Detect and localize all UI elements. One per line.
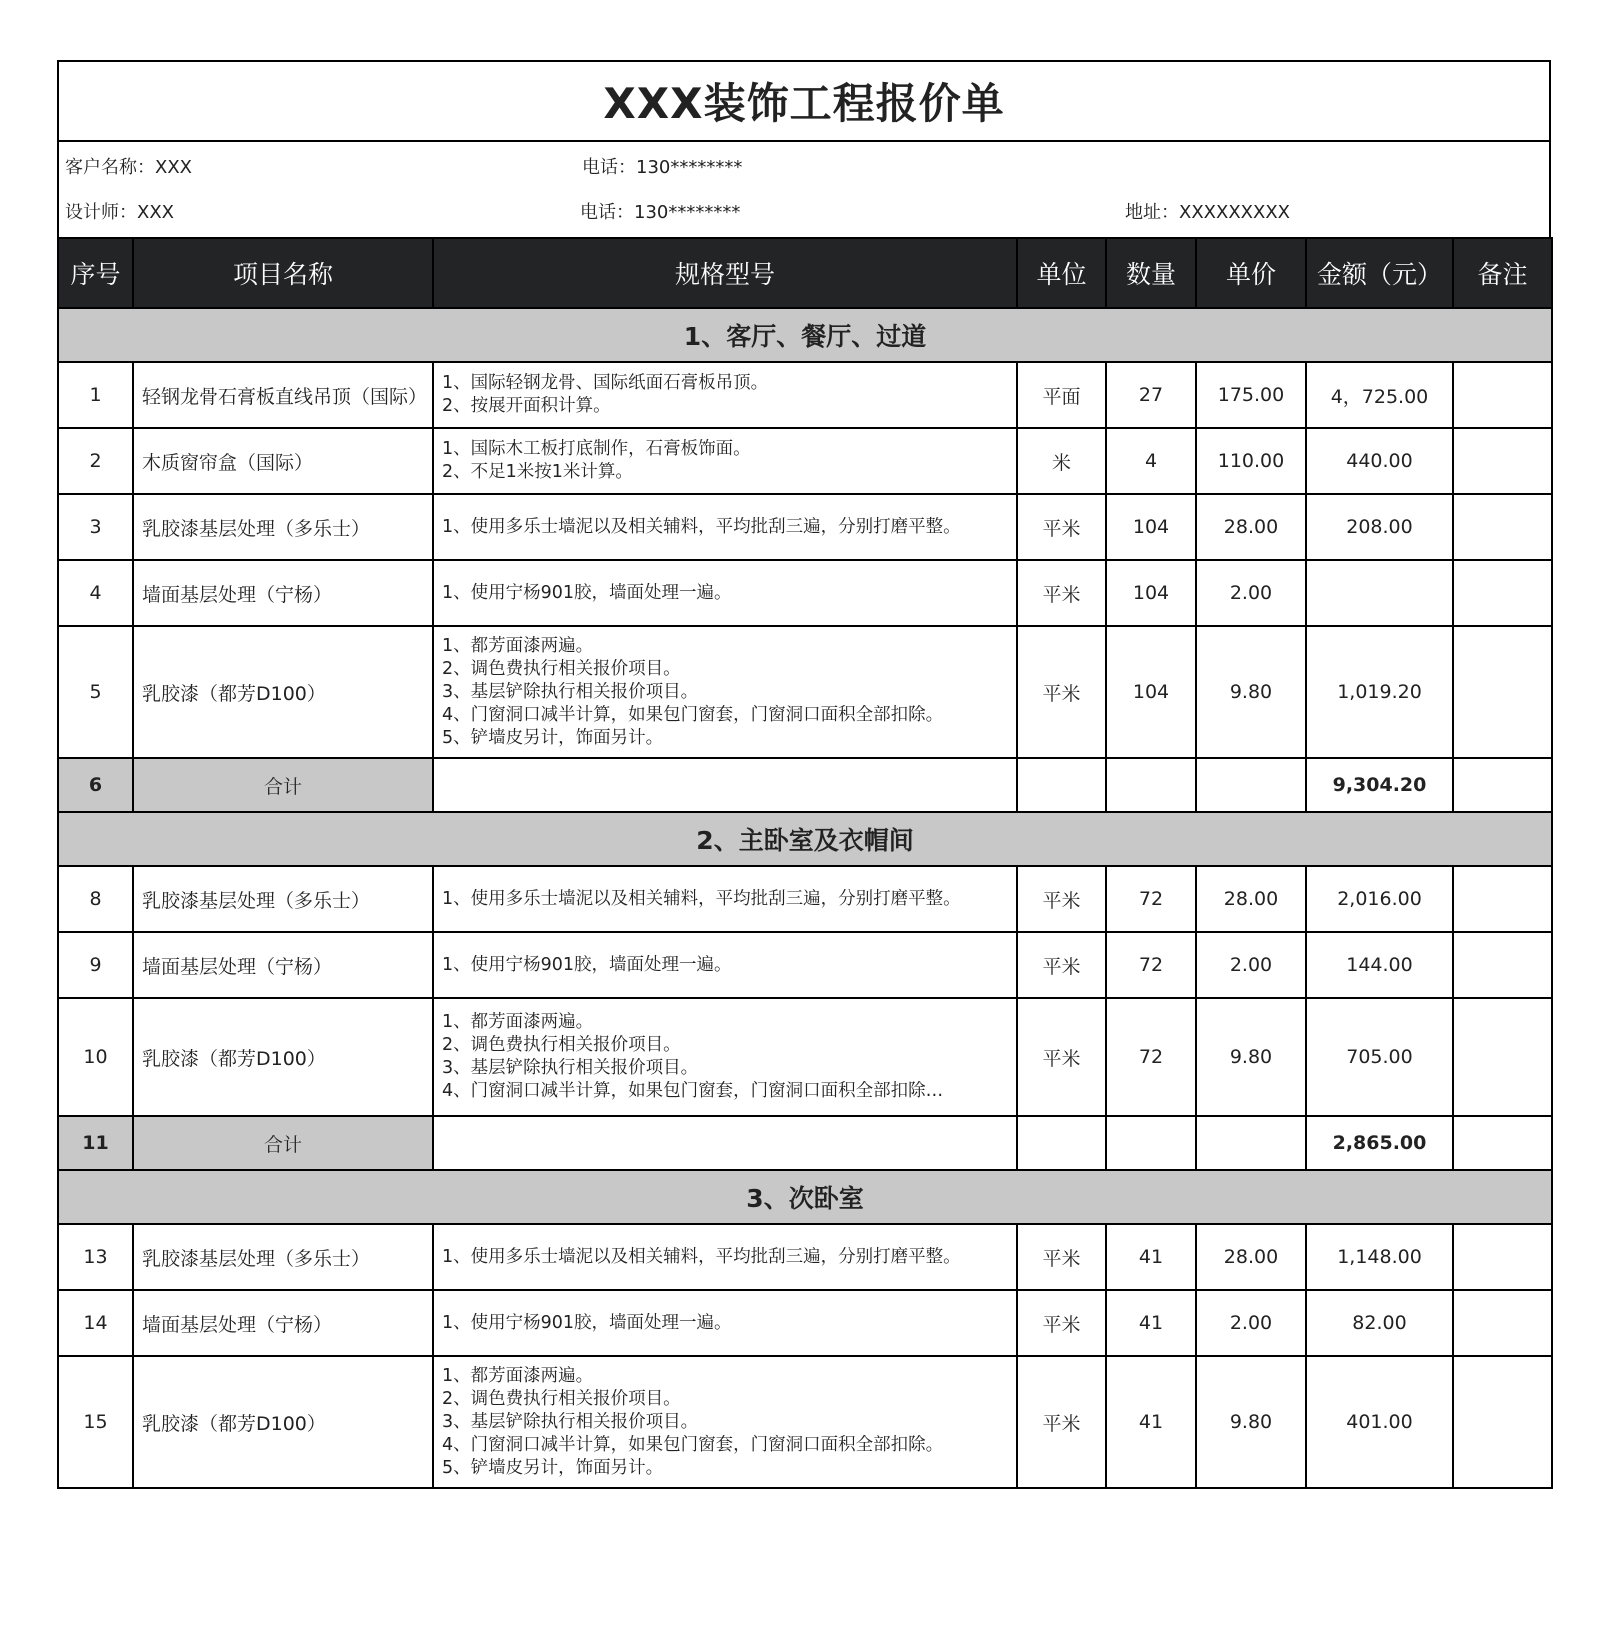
cell-spec [433, 1224, 1017, 1290]
cell-note [1453, 1224, 1552, 1290]
spec-line: 3、基层铲除执行相关报价项目。 [442, 681, 699, 702]
spec-line: 2、调色费执行相关报价项目。 [442, 1388, 681, 1409]
cell-spec [433, 560, 1017, 626]
cell-qty: 41 [1106, 1356, 1196, 1488]
cell-qty: 104 [1106, 494, 1196, 560]
table-row [58, 866, 1552, 932]
header-row [58, 238, 1552, 308]
section-row [58, 1170, 1552, 1224]
cell-no: 5 [58, 626, 133, 758]
cell-spec [433, 1290, 1017, 1356]
spec-line: 1、都芳面漆两遍。 [442, 635, 594, 656]
table-row [58, 428, 1552, 494]
cell-unit: 平米 [1017, 998, 1106, 1116]
cell-amount: 208.00 [1306, 494, 1453, 560]
cell-note [1453, 494, 1552, 560]
cell-price: 9.80 [1196, 626, 1306, 758]
spec-line: 3、基层铲除执行相关报价项目。 [442, 1058, 699, 1078]
cell-spec [433, 998, 1017, 1116]
cell-name: 墙面基层处理（宁杨） [133, 932, 433, 998]
document-title: XXX装饰工程报价单 [57, 60, 1551, 142]
total-unit-empty [1017, 758, 1106, 812]
cell-name: 乳胶漆基层处理（多乐士） [133, 1224, 433, 1290]
cell-no: 4 [58, 560, 133, 626]
cell-no: 14 [58, 1290, 133, 1356]
cell-spec [433, 428, 1017, 494]
cell-amount: 4，725.00 [1306, 362, 1453, 428]
col-header-name: 项目名称 [133, 238, 433, 308]
spec-line: 1、使用多乐士墙泥以及相关辅料，平均批刮三遍，分别打磨平整。 [442, 1246, 961, 1267]
cell-amount: 1,148.00 [1306, 1224, 1453, 1290]
table-row [58, 560, 1552, 626]
quote-table [57, 237, 1553, 1489]
cell-no: 9 [58, 932, 133, 998]
cell-name: 轻钢龙骨石膏板直线吊顶（国际） [133, 362, 433, 428]
cell-qty: 72 [1106, 932, 1196, 998]
total-no: 6 [58, 758, 133, 812]
cell-no: 8 [58, 866, 133, 932]
cell-no: 2 [58, 428, 133, 494]
cell-spec [433, 494, 1017, 560]
spec-line: 1、国际轻钢龙骨、国际纸面石膏板吊顶。 [442, 373, 769, 393]
total-label: 合计 [133, 1116, 433, 1170]
section-row [58, 308, 1552, 362]
spec-line: 1、都芳面漆两遍。 [442, 1365, 594, 1386]
section-title: 1、客厅、餐厅、过道 [58, 308, 1552, 362]
cell-spec [433, 866, 1017, 932]
spec-line: 4、门窗洞口减半计算，如果包门窗套，门窗洞口面积全部扣除。 [442, 1434, 944, 1455]
cell-note [1453, 1290, 1552, 1356]
cell-amount [1306, 560, 1453, 626]
cell-qty: 104 [1106, 560, 1196, 626]
spec-line: 4、门窗洞口减半计算，如果包门窗套，门窗洞口面积全部扣除。 [442, 704, 944, 725]
cell-qty: 72 [1106, 866, 1196, 932]
cell-amount: 1,019.20 [1306, 626, 1453, 758]
cell-name: 乳胶漆（都芳D100） [133, 998, 433, 1116]
cell-note [1453, 560, 1552, 626]
spec-line: 5、铲墙皮另计，饰面另计。 [442, 727, 664, 748]
cell-qty: 41 [1106, 1290, 1196, 1356]
cell-unit: 平面 [1017, 362, 1106, 428]
cell-name: 墙面基层处理（宁杨） [133, 560, 433, 626]
cell-spec [433, 362, 1017, 428]
table-row [58, 494, 1552, 560]
cell-unit: 平米 [1017, 932, 1106, 998]
spec-line: 1、都芳面漆两遍。 [442, 1012, 594, 1032]
cell-price: 175.00 [1196, 362, 1306, 428]
total-no: 11 [58, 1116, 133, 1170]
spec-line: 2、不足1米按1米计算。 [442, 462, 633, 482]
cell-qty: 27 [1106, 362, 1196, 428]
total-row [58, 1116, 1552, 1170]
cell-no: 15 [58, 1356, 133, 1488]
cell-price: 28.00 [1196, 866, 1306, 932]
customer-phone: 电话：130******** [582, 157, 743, 178]
cell-amount: 401.00 [1306, 1356, 1453, 1488]
table-body [58, 308, 1552, 1488]
cell-unit: 平米 [1017, 494, 1106, 560]
cell-name: 木质窗帘盒（国际） [133, 428, 433, 494]
total-spec-empty [433, 1116, 1017, 1170]
cell-note [1453, 1356, 1552, 1488]
cell-note [1453, 362, 1552, 428]
cell-no: 13 [58, 1224, 133, 1290]
table-row [58, 362, 1552, 428]
table-row [58, 1224, 1552, 1290]
cell-no: 1 [58, 362, 133, 428]
cell-price: 28.00 [1196, 494, 1306, 560]
col-header-no: 序号 [58, 238, 133, 308]
table-row [58, 1290, 1552, 1356]
spec-line: 5、铲墙皮另计，饰面另计。 [442, 1457, 664, 1478]
cell-note [1453, 932, 1552, 998]
cell-amount: 2,016.00 [1306, 866, 1453, 932]
table-row [58, 1356, 1552, 1488]
cell-note [1453, 998, 1552, 1116]
cell-price: 2.00 [1196, 1290, 1306, 1356]
cell-unit: 平米 [1017, 560, 1106, 626]
cell-note [1453, 866, 1552, 932]
cell-unit: 平米 [1017, 1224, 1106, 1290]
col-header-note: 备注 [1453, 238, 1552, 308]
col-header-price: 单价 [1196, 238, 1306, 308]
col-header-unit: 单位 [1017, 238, 1106, 308]
cell-qty: 72 [1106, 998, 1196, 1116]
designer-phone: 电话：130******** [580, 202, 741, 223]
total-note-empty [1453, 1116, 1552, 1170]
cell-note [1453, 428, 1552, 494]
total-amount: 2,865.00 [1306, 1116, 1453, 1170]
table-row [58, 998, 1552, 1116]
cell-amount: 705.00 [1306, 998, 1453, 1116]
cell-note [1453, 626, 1552, 758]
spec-line: 1、使用多乐士墙泥以及相关辅料，平均批刮三遍，分别打磨平整。 [442, 516, 961, 537]
col-header-amount: 金额（元） [1306, 238, 1453, 308]
section-title: 2、主卧室及衣帽间 [58, 812, 1552, 866]
spec-line: 1、国际木工板打底制作，石膏板饰面。 [442, 439, 751, 459]
spec-line: 2、调色费执行相关报价项目。 [442, 1035, 681, 1055]
cell-no: 3 [58, 494, 133, 560]
cell-price: 2.00 [1196, 560, 1306, 626]
cell-price: 2.00 [1196, 932, 1306, 998]
total-amount: 9,304.20 [1306, 758, 1453, 812]
cell-qty: 4 [1106, 428, 1196, 494]
cell-name: 乳胶漆基层处理（多乐士） [133, 866, 433, 932]
designer-name: 设计师：XXX [65, 202, 174, 223]
spec-line: 1、使用宁杨901胶，墙面处理一遍。 [442, 1312, 732, 1333]
cell-spec [433, 1356, 1017, 1488]
total-price-empty [1196, 758, 1306, 812]
cell-amount: 144.00 [1306, 932, 1453, 998]
cell-price: 9.80 [1196, 998, 1306, 1116]
col-header-spec: 规格型号 [433, 238, 1017, 308]
cell-price: 110.00 [1196, 428, 1306, 494]
cell-unit: 平米 [1017, 1356, 1106, 1488]
info-block [57, 142, 1551, 237]
cell-qty: 104 [1106, 626, 1196, 758]
cell-price: 9.80 [1196, 1356, 1306, 1488]
spec-line: 1、使用多乐士墙泥以及相关辅料，平均批刮三遍，分别打磨平整。 [442, 888, 961, 909]
customer-name: 客户名称：XXX [65, 157, 192, 178]
total-row [58, 758, 1552, 812]
total-qty-empty [1106, 758, 1196, 812]
col-header-qty: 数量 [1106, 238, 1196, 308]
cell-spec [433, 932, 1017, 998]
cell-spec [433, 626, 1017, 758]
cell-unit: 米 [1017, 428, 1106, 494]
cell-name: 墙面基层处理（宁杨） [133, 1290, 433, 1356]
cell-unit: 平米 [1017, 1290, 1106, 1356]
cell-amount: 82.00 [1306, 1290, 1453, 1356]
cell-qty: 41 [1106, 1224, 1196, 1290]
total-note-empty [1453, 758, 1552, 812]
cell-unit: 平米 [1017, 626, 1106, 758]
spec-line: 3、基层铲除执行相关报价项目。 [442, 1411, 699, 1432]
spec-line: 2、调色费执行相关报价项目。 [442, 658, 681, 679]
total-label: 合计 [133, 758, 433, 812]
total-spec-empty [433, 758, 1017, 812]
section-row [58, 812, 1552, 866]
total-qty-empty [1106, 1116, 1196, 1170]
total-price-empty [1196, 1116, 1306, 1170]
spec-line: 1、使用宁杨901胶，墙面处理一遍。 [442, 582, 732, 603]
spec-line: 4、门窗洞口减半计算，如果包门窗套，门窗洞口面积全部扣除… [442, 1081, 944, 1101]
table-row [58, 932, 1552, 998]
cell-unit: 平米 [1017, 866, 1106, 932]
spec-line: 2、按展开面积计算。 [442, 396, 611, 416]
cell-name: 乳胶漆（都芳D100） [133, 1356, 433, 1488]
cell-amount: 440.00 [1306, 428, 1453, 494]
section-title: 3、次卧室 [58, 1170, 1552, 1224]
cell-price: 28.00 [1196, 1224, 1306, 1290]
cell-no: 10 [58, 998, 133, 1116]
cell-name: 乳胶漆基层处理（多乐士） [133, 494, 433, 560]
address: 地址：XXXXXXXXX [1125, 202, 1290, 223]
table-row [58, 626, 1552, 758]
quote-sheet [57, 60, 1551, 1489]
cell-name: 乳胶漆（都芳D100） [133, 626, 433, 758]
total-unit-empty [1017, 1116, 1106, 1170]
spec-line: 1、使用宁杨901胶，墙面处理一遍。 [442, 954, 732, 975]
